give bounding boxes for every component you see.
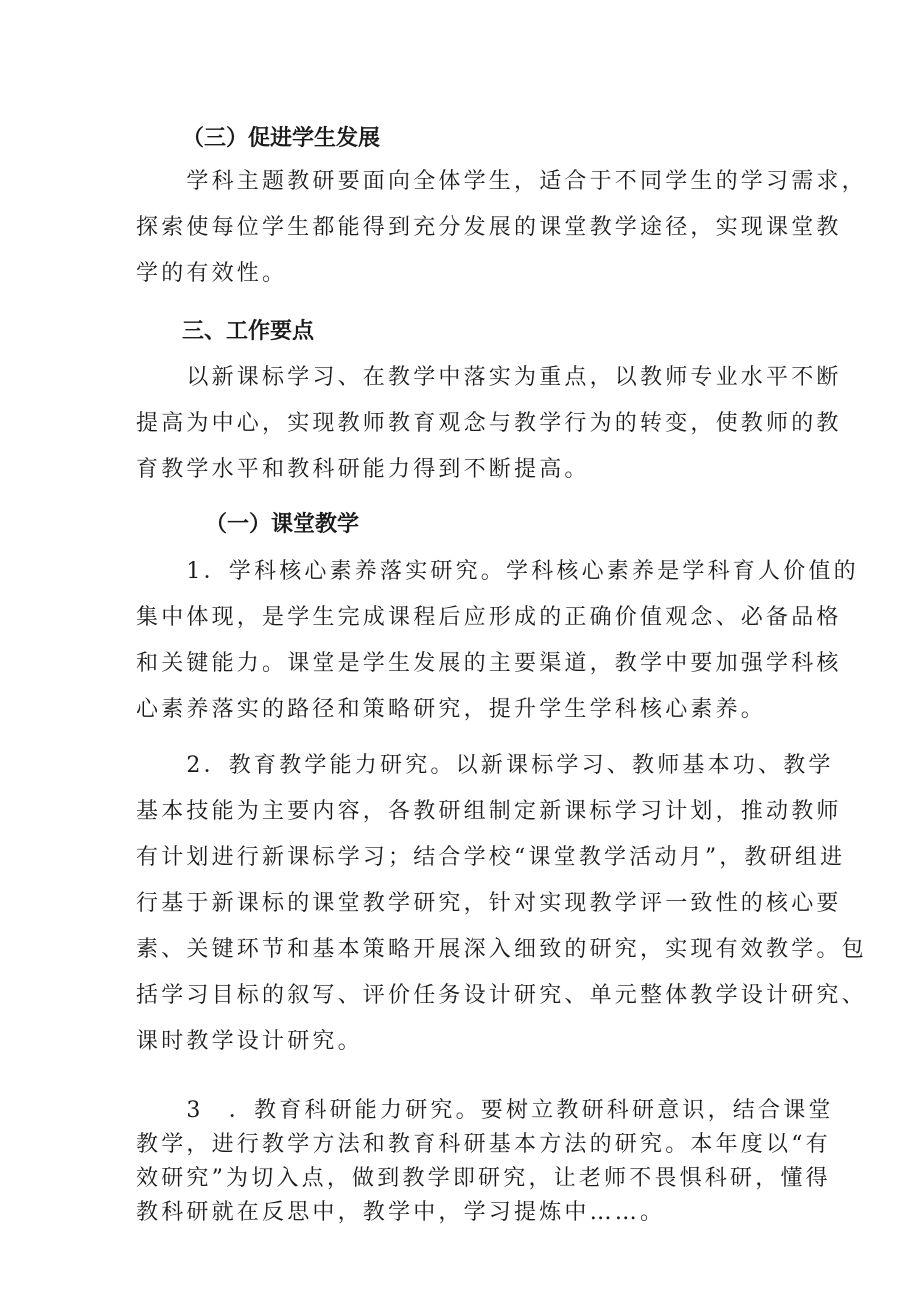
paragraph-item-3-research-ability (136, 1094, 834, 1230)
text-line: 素、关键环节和基本策略开展深入细致的研究，实现有效教学。包 (136, 937, 867, 962)
text-line: 基本技能为主要内容，各教研组制定新课标学习计划，推动教师 (136, 799, 842, 824)
section-heading-classroom-teaching: （一）课堂教学 (205, 512, 360, 537)
text-line: 括学习目标的叙写、评价任务设计研究、单元整体教学设计研究、 (136, 983, 867, 1008)
text-line: 提高为中心，实现教师教育观念与教学行为的转变，使教师的教 (136, 411, 842, 436)
text-line: 有计划进行新课标学习；结合学校“课堂教学活动月”，教研组进 (136, 845, 846, 870)
text-line: 心素养落实的路径和策略研究，提升学生学科核心素养。 (136, 697, 767, 722)
paragraph-work-key-points (136, 355, 842, 493)
text-line: 以新课标学习、在教学中落实为重点，以教师专业水平不断 (136, 365, 842, 390)
text-line: 效研究”为切入点，做到教学即研究，让老师不畏惧科研，懂得 (136, 1166, 831, 1191)
text-line: 行基于新课标的课堂教学研究，针对实现教学评一致性的核心要 (136, 891, 842, 916)
text-line: 课时教学设计研究。 (136, 1029, 363, 1054)
text-line: 探索使每位学生都能得到充分发展的课堂教学途径，实现课堂教 (136, 215, 842, 240)
section-heading-promote-student-development: （三）促进学生发展 (182, 126, 381, 151)
text-line: 教学，进行教学方法和教育科研基本方法的研究。本年度以“有 (136, 1132, 831, 1157)
text-line: 集中体现，是学生完成课程后应形成的正确价值观念、必备品格 (136, 605, 842, 630)
text-line: 育教学水平和教科研能力得到不断提高。 (136, 457, 590, 482)
text-line: 教科研就在反思中，教学中，学习提炼中……。 (136, 1200, 666, 1225)
paragraph-item-1-core-literacy (136, 549, 859, 733)
text-line: 3 ．教育科研能力研究。要树立教研科研意识，结合课堂 (136, 1098, 834, 1123)
text-line: 和关键能力。课堂是学生发展的主要渠道，教学中要加强学科核 (136, 651, 842, 676)
paragraph-item-2-teaching-ability (136, 743, 867, 1065)
text-line: 学的有效性。 (136, 261, 288, 286)
text-line: 2．教育教学能力研究。以新课标学习、教师基本功、教学 (136, 753, 834, 778)
section-heading-work-key-points: 三、工作要点 (182, 319, 315, 344)
text-line: 学科主题教研要面向全体学生，适合于不同学生的学习需求， (136, 169, 867, 194)
text-line: 1．学科核心素养落实研究。学科核心素养是学科育人价值的 (136, 559, 859, 584)
paragraph-promote-student-development (136, 159, 867, 297)
